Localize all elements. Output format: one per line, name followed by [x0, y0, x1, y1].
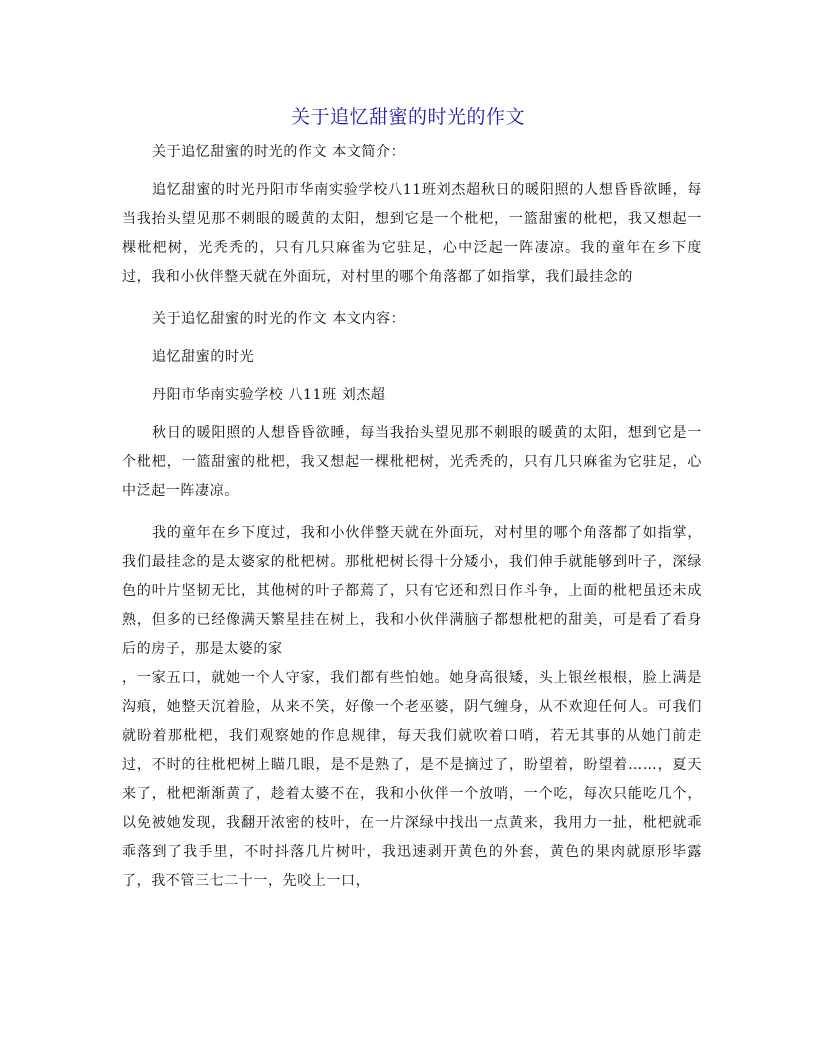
essay-paragraph-1: 秋日的暖阳照的人想昏昏欲睡，每当我抬头望见那不刺眼的暖黄的太阳，想到它是一个枇杷，一篮甜蜜的枇杷，我又想起一棵枇杷树，光秃秃的，只有几只麻雀为它驻足，心中泛起一阵凄凉。	[122, 425, 702, 499]
essay-paragraph-2: 我的童年在乡下度过，我和小伙伴整天就在外面玩，对村里的哪个角落都了如指掌，我们最挂念的是太婆家的枇杷树。那枇杷树长得十分矮小，我们伸手就能够到叶子，深绿色的叶片坚韧无比，其他树的叶子都蔫了，只有它还和烈日作斗争，上面的枇杷虽还未成熟，但多的已经像满天繁星挂在树上，我和小伙伴满脑子都想枇杷的甜美，可是看了看身后的房子，那是太婆的家	[122, 525, 702, 657]
summary-heading: 关于追忆甜蜜的时光的作文 本文简介：	[152, 144, 406, 160]
summary-paragraph: 追忆甜蜜的时光丹阳市华南实验学校八11班刘杰超秋日的暖阳照的人想昏昏欲睡，每当我抬头望见那不刺眼的暖黄的太阳，想到它是一个枇杷，一篮甜蜜的枇杷，我又想起一棵枇杷树，光秃秃的，只有几只麻雀为它驻足，心中泛起一阵凄凉。我的童年在乡下度过，我和小伙伴整天就在外面玩，对村里的哪个角落都了如指掌，我们最挂念的	[122, 182, 702, 285]
content-heading: 关于追忆甜蜜的时光的作文 本文内容：	[152, 311, 406, 327]
document-body	[122, 138, 702, 896]
essay-author-line: 丹阳市华南实验学校 八11班 刘杰超	[152, 387, 386, 403]
document-title: 关于追忆甜蜜的时光的作文	[290, 106, 525, 128]
essay-title: 追忆甜蜜的时光	[152, 349, 255, 365]
essay-paragraph-3: ，一家五口，就她一个人守家，我们都有些怕她。她身高很矮，头上银丝根根，脸上满是沟痕，她整天沉着脸，从来不笑，好像一个老巫婆，阴气缠身，从不欢迎任何人。可我们就盼着那枇杷，我们观察她的作息规律，每天我们就吹着口哨，若无其事的从她门前走过，不时的往枇杷树上瞄几眼，是不是熟了，是不是摘过了，盼望着，盼望着……，夏天来了，枇杷渐渐黄了，趁着太婆不在，我和小伙伴一个放哨，一个吃，每次只能吃几个，以免被她发现，我翻开浓密的枝叶，在一片深绿中找出一点黄来，我用力一扯，枇杷就乖乖落到了我手里，不时抖落几片树叶，我迅速剥开黄色的外套，黄色的果肉就原形毕露了，我不管三七二十一，先咬上一口，	[122, 670, 702, 889]
